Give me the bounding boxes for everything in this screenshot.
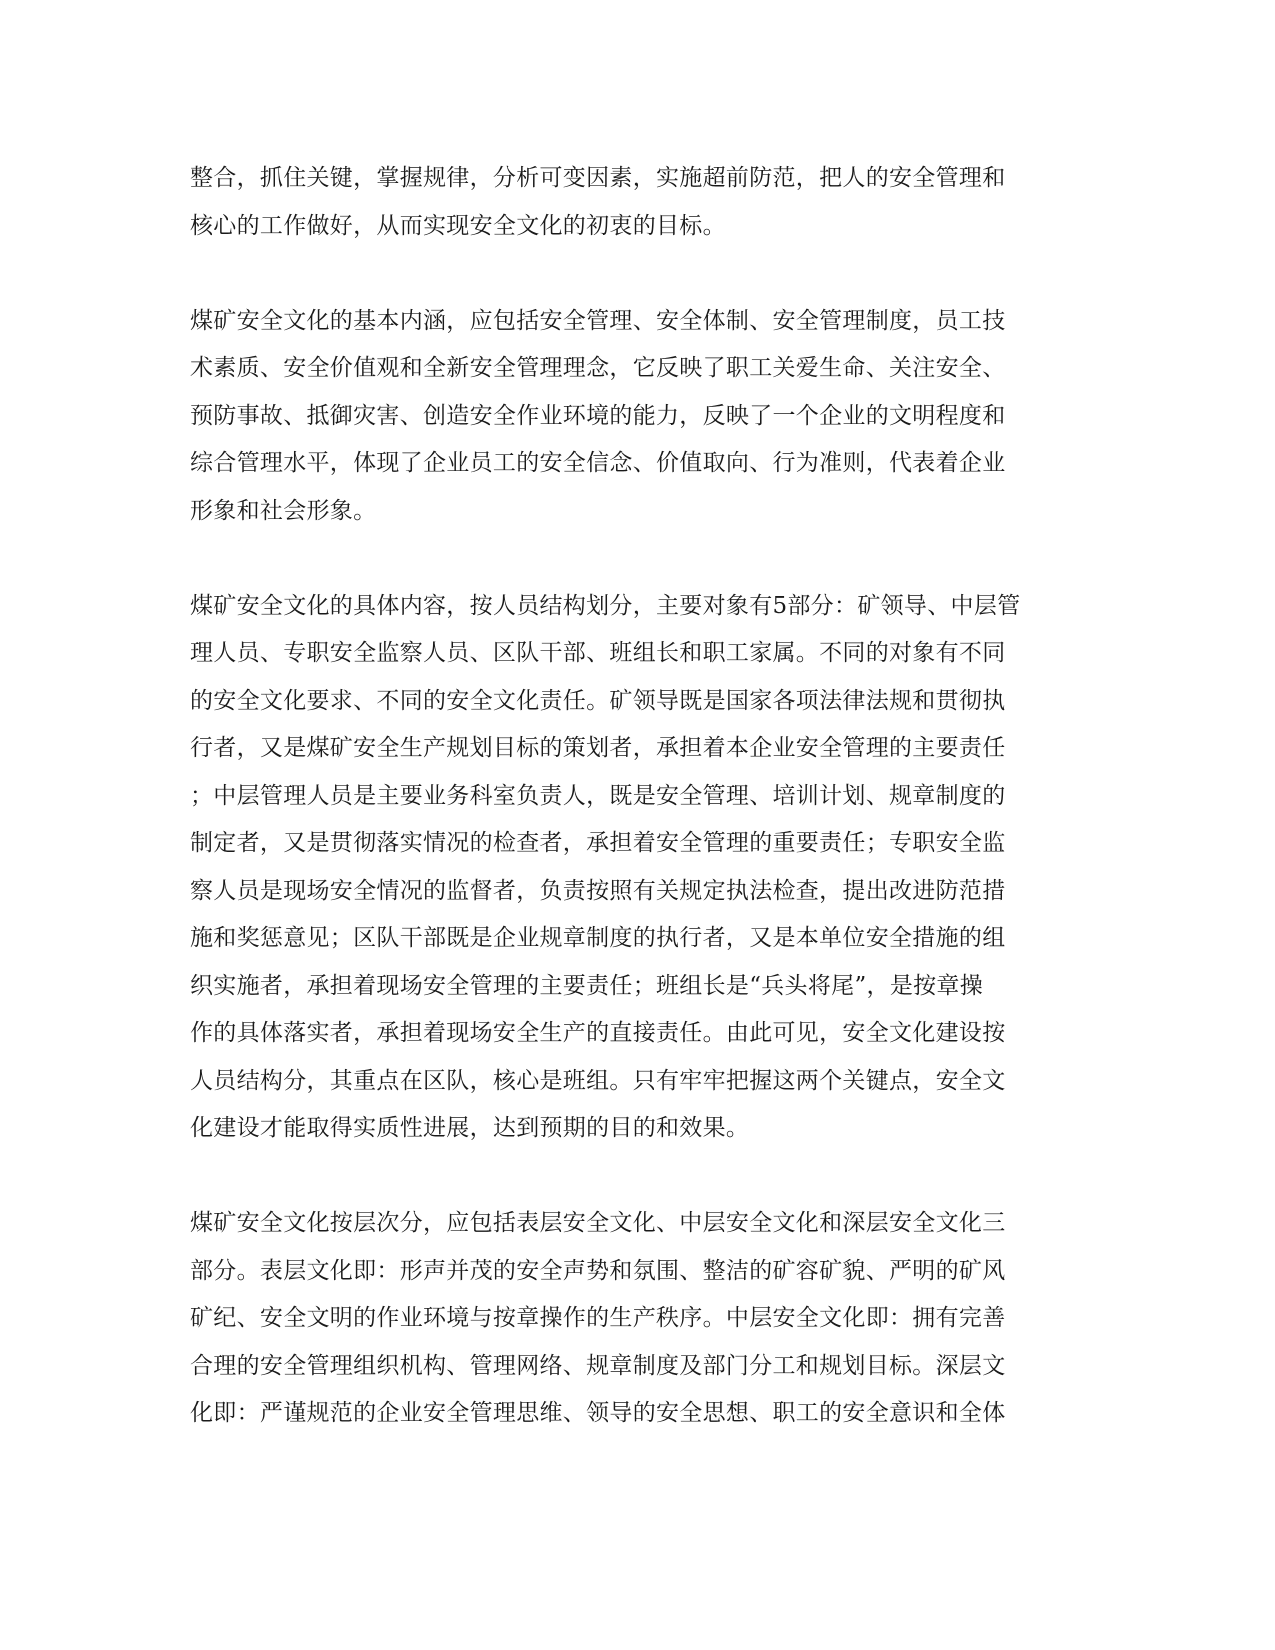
text-line: 核心的工作做好，从而实现安全文化的初衷的目标。 bbox=[190, 212, 726, 239]
text-line: 制定者，又是贯彻落实情况的检查者，承担着安全管理的重要责任；专职安全监 bbox=[190, 830, 1006, 856]
document-body bbox=[190, 155, 1080, 1438]
text-line: 作的具体落实者，承担着现场安全生产的直接责任。由此可见，安全文化建设按 bbox=[190, 1020, 1006, 1046]
paragraph-1 bbox=[190, 155, 1080, 250]
text-line: 织实施者，承担着现场安全管理的主要责任；班组长是“兵头将尾”，是按章操 bbox=[190, 972, 984, 999]
paragraph-4 bbox=[190, 1200, 1080, 1438]
text-line: ；中层管理人员是主要业务科室负责人，既是安全管理、培训计划、规章制度的 bbox=[190, 782, 1006, 809]
text-line: 施和奖惩意见；区队干部既是企业规章制度的执行者，又是本单位安全措施的组 bbox=[190, 925, 1006, 951]
text-line: 综合管理水平，体现了企业员工的安全信念、价值取向、行为准则，代表着企业 bbox=[190, 450, 1006, 476]
text-line: 矿纪、安全文明的作业环境与按章操作的生产秩序。中层安全文化即：拥有完善 bbox=[190, 1305, 1006, 1331]
text-line: 形象和社会形象。 bbox=[190, 497, 377, 524]
text-line: 整合，抓住关键，掌握规律，分析可变因素，实施超前防范，把人的安全管理和 bbox=[190, 165, 1006, 191]
text-line: 察人员是现场安全情况的监督者，负责按照有关规定执法检查，提出改进防范措 bbox=[190, 877, 1006, 904]
text-line: 煤矿安全文化的具体内容，按人员结构划分，主要对象有5部分：矿领导、中层管 bbox=[190, 592, 1021, 619]
text-line: 预防事故、抵御灾害、创造安全作业环境的能力，反映了一个企业的文明程度和 bbox=[190, 402, 1006, 429]
text-line: 理人员、专职安全监察人员、区队干部、班组长和职工家属。不同的对象有不同 bbox=[190, 640, 1006, 666]
text-line: 部分。表层文化即：形声并茂的安全声势和氛围、整洁的矿容矿貌、严明的矿风 bbox=[190, 1257, 1006, 1284]
text-line: 术素质、安全价值观和全新安全管理理念，它反映了职工关爱生命、关注安全、 bbox=[190, 355, 1006, 381]
text-line: 人员结构分，其重点在区队，核心是班组。只有牢牢把握这两个关键点，安全文 bbox=[190, 1067, 1006, 1094]
text-line: 化建设才能取得实质性进展，达到预期的目的和效果。 bbox=[190, 1115, 750, 1141]
text-line: 煤矿安全文化的基本内涵，应包括安全管理、安全体制、安全管理制度，员工技 bbox=[190, 307, 1006, 334]
paragraph-2 bbox=[190, 298, 1080, 536]
text-line: 的安全文化要求、不同的安全文化责任。矿领导既是国家各项法律法规和贯彻执 bbox=[190, 687, 1006, 714]
text-line: 化即：严谨规范的企业安全管理思维、领导的安全思想、职工的安全意识和全体 bbox=[190, 1400, 1006, 1426]
text-line: 行者，又是煤矿安全生产规划目标的策划者，承担着本企业安全管理的主要责任 bbox=[190, 735, 1006, 761]
text-line: 煤矿安全文化按层次分，应包括表层安全文化、中层安全文化和深层安全文化三 bbox=[190, 1210, 1006, 1236]
paragraph-3 bbox=[190, 583, 1080, 1153]
text-line: 合理的安全管理组织机构、管理网络、规章制度及部门分工和规划目标。深层文 bbox=[190, 1352, 1006, 1379]
